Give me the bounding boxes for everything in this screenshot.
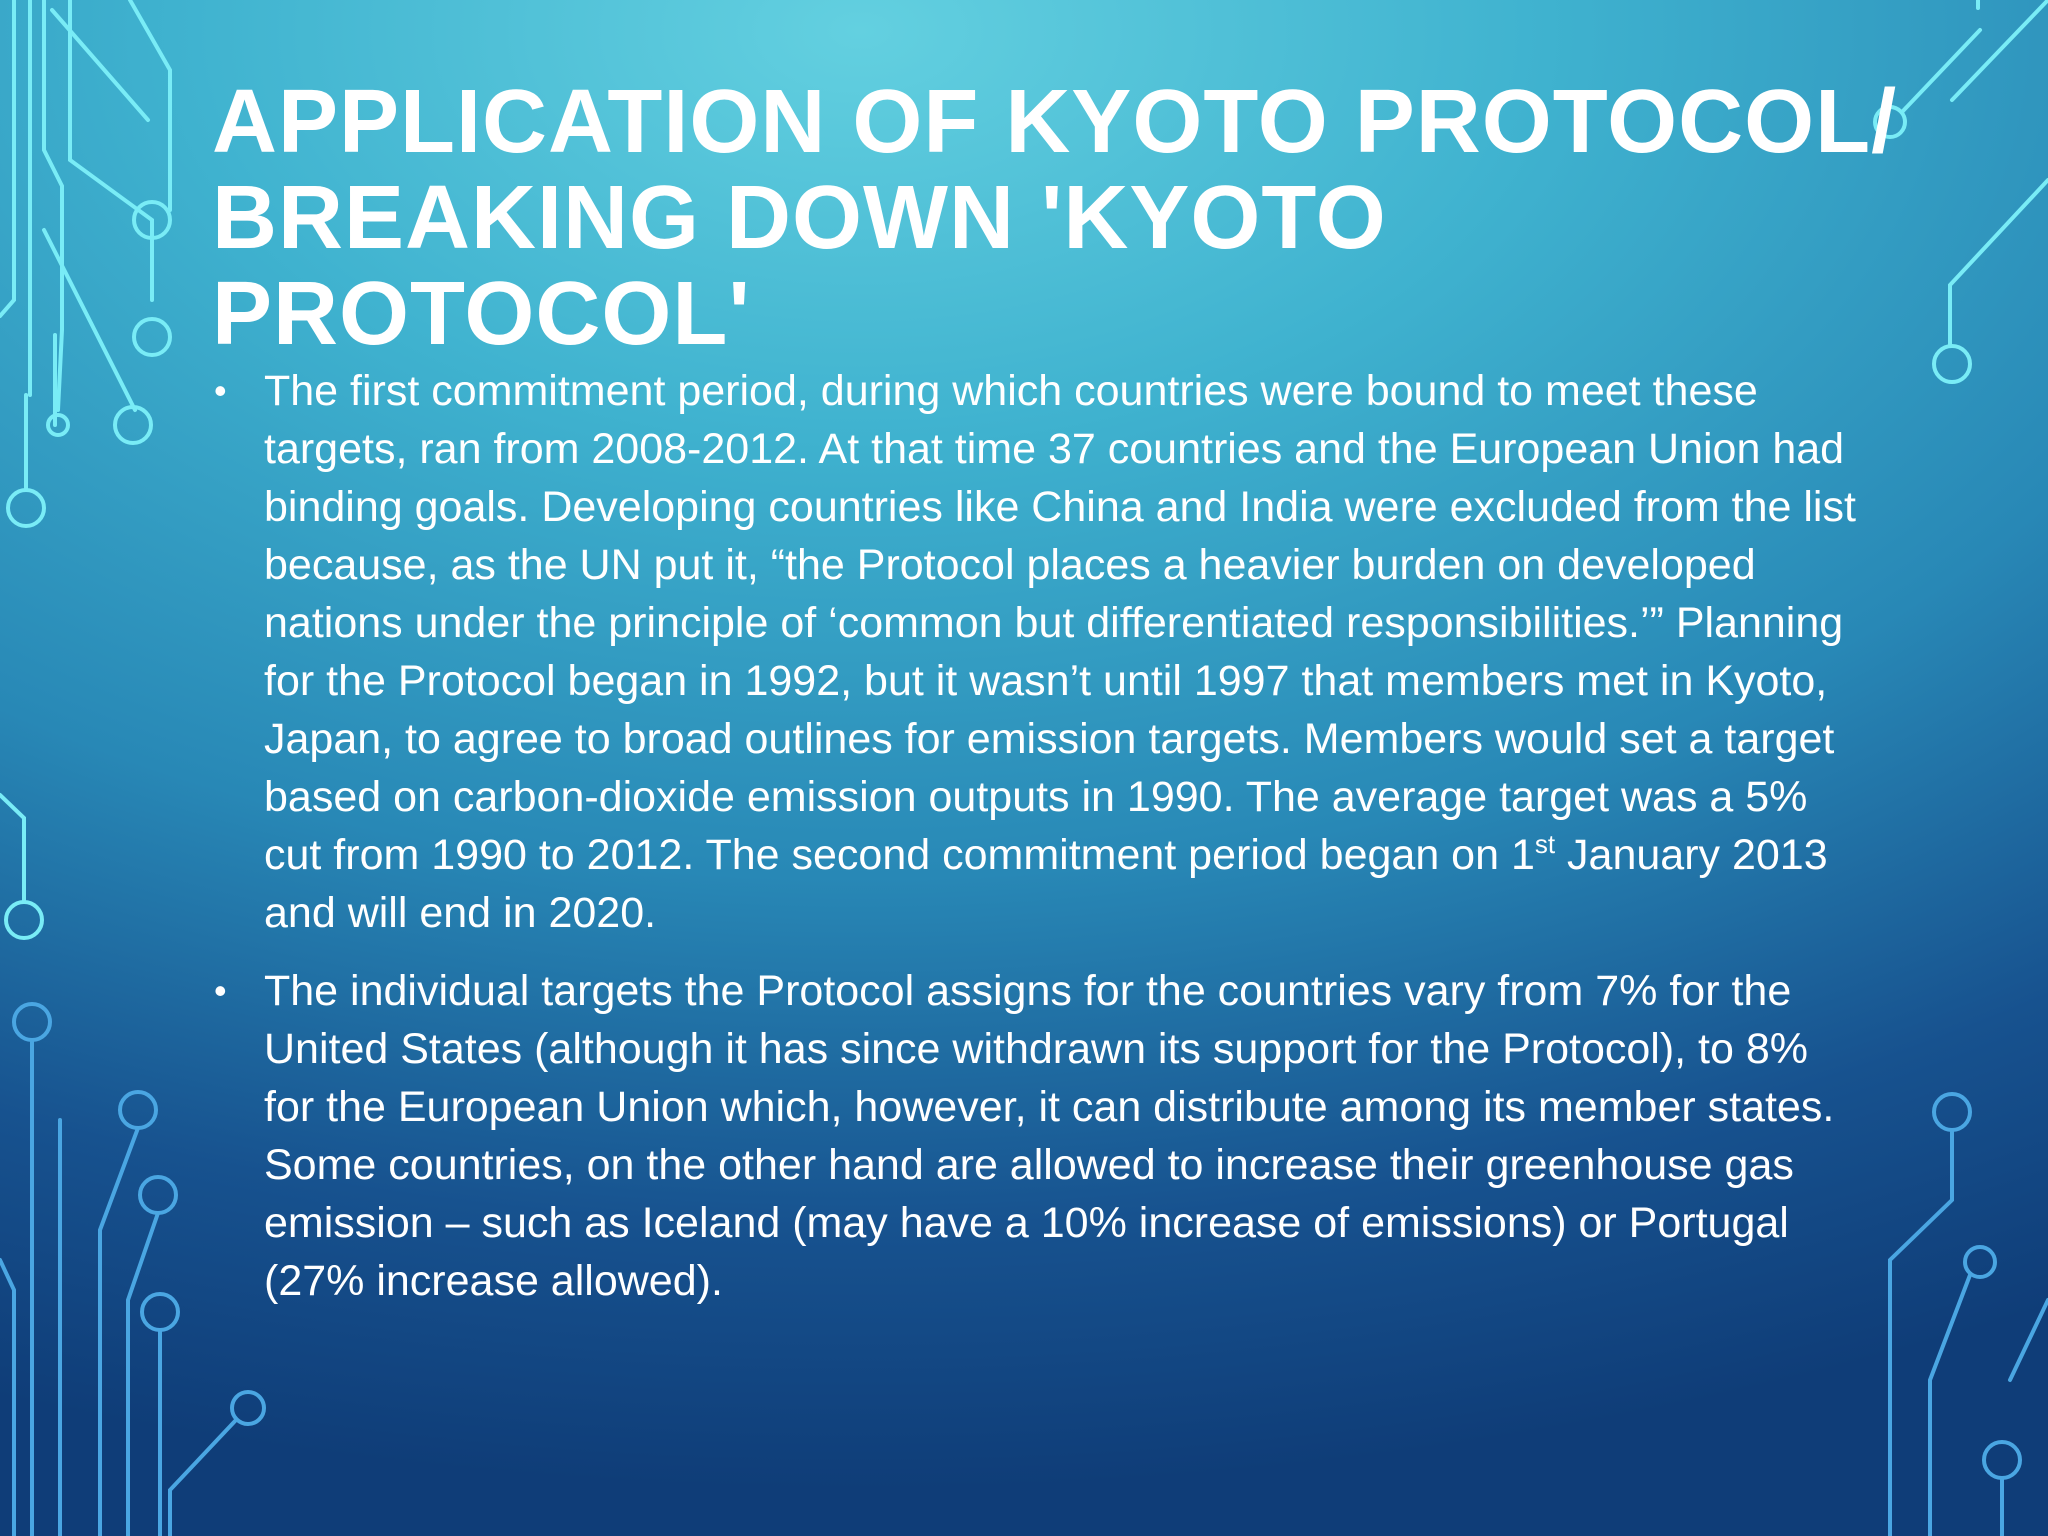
slide-title: APPLICATION OF KYOTO PROTOCOL/ BREAKING DOWN 'KYOTO PROTOCOL' [212, 72, 1898, 364]
bullet-list [212, 362, 1862, 1310]
ordinal-suffix: st [1534, 829, 1556, 859]
bullet-item-commitment-periods [212, 362, 1862, 942]
bullet-item-individual-targets [212, 962, 1862, 1310]
bullet-text: The first commitment period, during which countries were bound to meet these targets, ran from 2008-2012. At that time 37 countries and the European Union had binding goals. Developing countries like China and India were excluded from the list because, as the UN put it, “the Protocol places a heavier burden on developed nations under the principle of ‘common but differentiated responsibilities.’” Planning for the Protocol began in 1992, but it wasn’t until 1997 that members met in Kyoto, Japan, to agree to broad outlines for emission targets. Members would set a target based on carbon-dioxide emission outputs in 1990. The average target was a 5% cut from 1990 to 2012. The second commitment period began on 1 [264, 367, 1856, 879]
bullet-text-continued: January 2013 and will end in 2020. [264, 831, 1828, 937]
bullet-marker: • [214, 970, 227, 1011]
bullet-text: The individual targets the Protocol assigns for the countries vary from 7% for the United States (although it has since withdrawn its support for the Protocol), to 8% for the European Union which, however, it can distribute among its member states. Some countries, on the other hand are allowed to increase their greenhouse gas emission – such as Iceland (may have a 10% increase of emissions) or Portugal (27% increase allowed). [264, 967, 1835, 1305]
bullet-marker: • [214, 370, 227, 411]
